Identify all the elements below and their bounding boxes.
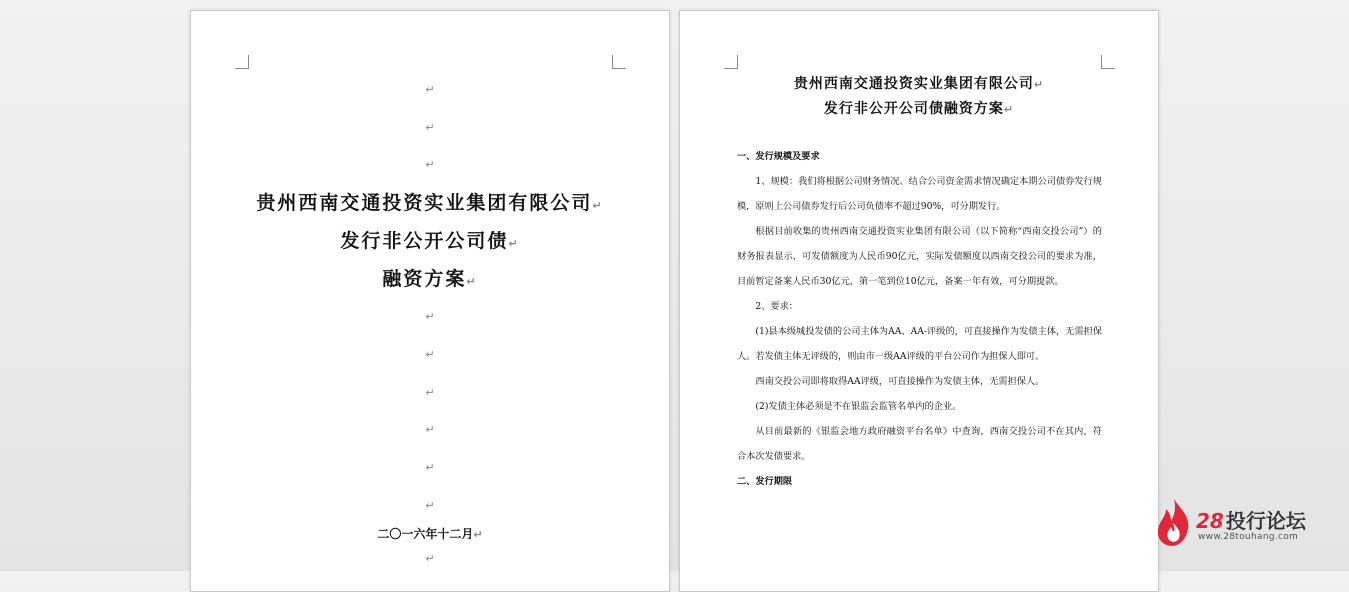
paragraph-mark: ↵ [425, 461, 435, 474]
body-paragraph: 2、要求： [755, 301, 798, 312]
watermark-logo [1154, 497, 1329, 549]
document-body [737, 144, 1102, 494]
flame-icon [1154, 497, 1194, 547]
body-paragraph: 从目前最新的《银监会地方政府融资平台名单》中查询，西南交投公司不在其内，符合本次发债要求。 [737, 426, 1102, 462]
section-heading: 二、发行期限 [737, 476, 793, 487]
cover-title-line-2: 发行非公开公司债↵ [340, 230, 520, 252]
body-paragraph: 1、规模：我们将根据公司财务情况、结合公司资金需求情况确定本期公司债券发行规模，原则上公司债券发行后公司负债率不超过90%，可分期发行。 [737, 176, 1102, 212]
body-paragraph: (2)发债主体必须是不在银监会监管名单内的企业。 [755, 401, 962, 412]
paragraph-mark: ↵ [425, 499, 435, 512]
paragraph-mark: ↵ [425, 348, 435, 361]
paragraph-mark: ↵ [425, 121, 435, 134]
document-title-line-2: 发行非公开公司债融资方案↵ [823, 101, 1015, 117]
paragraph-mark: ↵ [425, 552, 435, 565]
paragraph-mark: ↵ [425, 310, 435, 323]
proposal-page [679, 10, 1159, 592]
cover-title-line-3: 融资方案↵ [382, 268, 478, 290]
logo-brand: 28 投行论坛 [1196, 509, 1306, 533]
cover-page [190, 10, 670, 592]
paragraph-mark: ↵ [425, 423, 435, 436]
cover-title-line-1: 贵州西南交通投资实业集团有限公司↵ [256, 192, 604, 214]
logo-url: www.28touhang.com [1198, 532, 1299, 542]
margin-corner-top-left [724, 55, 738, 69]
paragraph-mark: ↵ [425, 158, 435, 171]
body-paragraph: 西南交投公司即将取得AA评级，可直接操作为发债主体，无需担保人。 [755, 376, 1045, 387]
body-paragraph: (1)县本级城投发债的公司主体为AA、AA-评级的，可直接操作为发债主体，无需担保人。若发债主体无评级的，则由市一级AA评级的平台公司作为担保人即可。 [737, 326, 1102, 362]
section-heading: 一、发行规模及要求 [737, 151, 820, 162]
body-paragraph: 根据目前收集的贵州西南交通投资实业集团有限公司（以下简称“西南交投公司”）的财务报表显示，可发债额度为人民币90亿元，实际发债额度以西南交投公司的要求为准，目前暂定备案人民币30亿元，第一笔到位10亿元，备案一年有效，可分期提款。 [737, 226, 1102, 287]
document-title-line-1: 贵州西南交通投资实业集团有限公司↵ [793, 76, 1045, 92]
cover-date: 二〇一六年十二月↵ [377, 527, 483, 541]
margin-corner-top-left [235, 55, 249, 69]
margin-corner-top-right [1101, 55, 1115, 69]
paragraph-mark: ↵ [425, 83, 435, 96]
paragraph-mark: ↵ [425, 386, 435, 399]
margin-corner-top-right [612, 55, 626, 69]
